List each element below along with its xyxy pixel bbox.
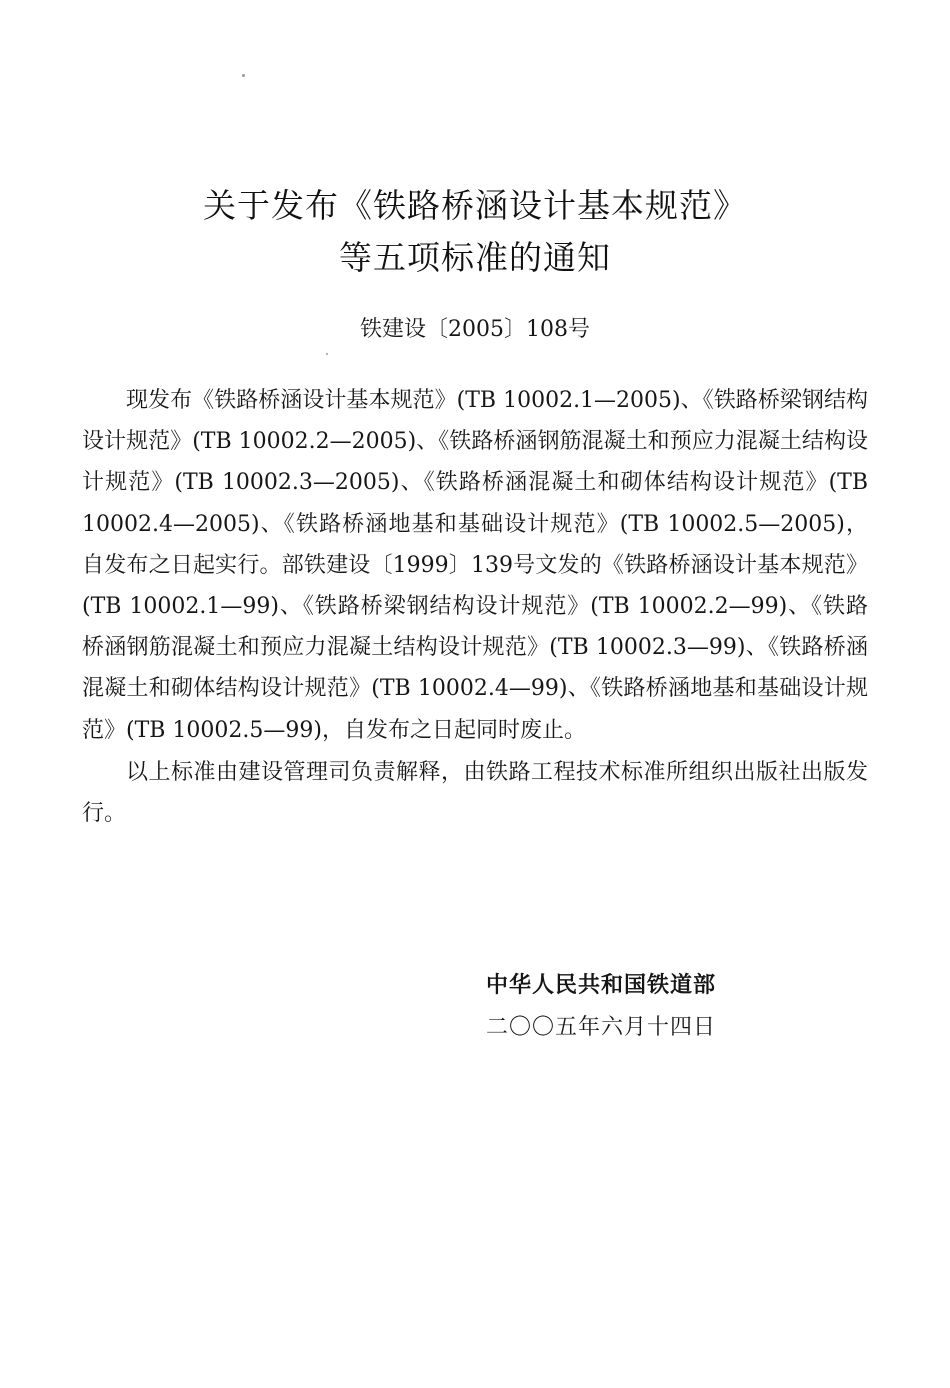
- issue-date: 二〇〇五年六月十四日: [486, 1015, 717, 1040]
- body-paragraph-1: 现发布《铁路桥涵设计基本规范》(TB 10002.1—2005)、《铁路桥梁钢结构设计规范》(TB 10002.2—2005)、《铁路桥涵钢筋混凝土和预应力混凝土结构设计规范》(TB 10002.3—2005)、《铁路桥涵混凝土和砌体结构设计规范》(TB 10002.4—2005)、《铁路桥涵地基和基础设计规范》(TB 10002.5—2005)，自发布之日起实行。部铁建设〔1999〕139号文发的《铁路桥涵设计基本规范》(TB 10002.1—99)、《铁路桥梁钢结构设计规范》(TB 10002.2—99)、《铁路桥涵钢筋混凝土和预应力混凝土结构设计规范》(TB 10002.3—99)、《铁路桥涵混凝土和砌体结构设计规范》(TB 10002.4—99)、《铁路桥涵地基和基础设计规范》(TB 10002.5—99)，自发布之日起同时废止。: [82, 388, 868, 743]
- scan-speck: [326, 353, 328, 355]
- title-line-2: 等五项标准的通知: [339, 238, 611, 277]
- issuing-organization: 中华人民共和国铁道部: [486, 973, 717, 998]
- title-line-1: 关于发布《铁路桥涵设计基本规范》: [203, 186, 747, 225]
- document-number: 铁建设〔2005〕108号: [360, 317, 590, 342]
- notice-body: [82, 380, 868, 834]
- body-paragraph-2: 以上标准由建设管理司负责解释，由铁路工程技术标准所组织出版社出版发行。: [82, 759, 868, 827]
- scan-speck: [242, 74, 245, 77]
